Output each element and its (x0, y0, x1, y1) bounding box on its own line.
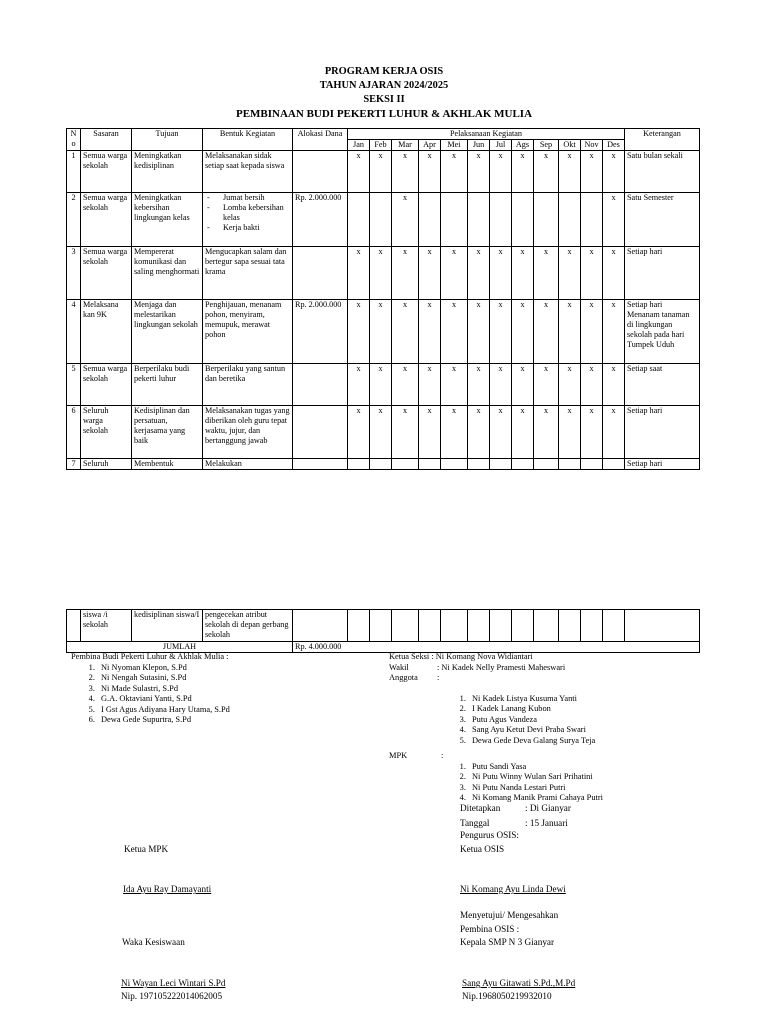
anggota-member: 2. I Kadek Lanang Kubon (468, 704, 719, 715)
kepsek-name: Sang Ayu Gitawati S.Pd.,M.Pd (462, 978, 576, 988)
wakil-label: Wakil (389, 662, 409, 672)
cell-month-mark: x (603, 300, 625, 364)
cell-month-mark: x (419, 151, 441, 193)
kepsek-nip: Nip.1968050219932010 (462, 991, 552, 1001)
cell-month-mark: x (534, 300, 559, 364)
cell-month-mark: x (468, 406, 490, 459)
pembina-section (71, 652, 371, 726)
cell-month-mark: x (468, 364, 490, 406)
cell-tujuan: Meningkatkan kedisiplinan (132, 151, 203, 193)
waka-nip: Nip. 197105222014062005 (121, 991, 223, 1001)
table-row (67, 300, 700, 364)
cell-tujuan: Membentuk (132, 459, 203, 470)
cell-month-mark: x (603, 151, 625, 193)
bentuk-list-item (205, 193, 290, 203)
cell-month-mark (512, 459, 534, 470)
ketua-osis-name: Ni Komang Ayu Linda Dewi (460, 884, 566, 894)
cell-keterangan: Satu bulan sekali (625, 151, 700, 193)
anggota-label: Anggota (389, 673, 418, 682)
cell-bentuk: Melaksanakan sidak setiap saat kepada siswa (203, 151, 293, 193)
jumlah-label: JUMLAH (67, 642, 293, 653)
cell-month-mark (534, 459, 559, 470)
cell-alokasi: Rp. 2.000.000 (293, 300, 348, 364)
anggota-member: 3. Putu Agus Vandeza (468, 715, 719, 726)
cell-month (512, 610, 534, 642)
table-row (67, 364, 700, 406)
cell-bentuk: Melakukan (203, 459, 293, 470)
table-row-continued (67, 610, 700, 642)
cell-no: 1 (67, 151, 81, 193)
cell-month-mark (468, 459, 490, 470)
pembina-heading: Pembina Budi Pekerti Luhur & Akhlak Mulia : (71, 652, 229, 661)
month-header-sep: Sep (534, 140, 559, 151)
cell-month (441, 610, 468, 642)
table-row (67, 151, 700, 193)
cell-month (392, 610, 419, 642)
waka-title: Waka Kesiswaan (122, 937, 185, 947)
cell-month-mark: x (392, 193, 419, 247)
cell-month-mark: x (392, 364, 419, 406)
cell-tujuan: kedisiplinan siswa/I (132, 610, 203, 642)
cell-month-mark: x (581, 406, 603, 459)
pembina-member: 2. Ni Nengah Sutasini, S.Pd (97, 673, 371, 684)
ketua-mpk-title: Ketua MPK (124, 844, 169, 854)
cell-month (490, 610, 512, 642)
table-row (67, 459, 700, 470)
cell-no: 3 (67, 247, 81, 300)
cell-month-mark: x (490, 300, 512, 364)
bullet-dash: - (207, 223, 210, 232)
pembina-member: 4. G.A. Oktaviani Yanti, S.Pd (97, 694, 371, 705)
cell-tujuan: Kedisiplinan dan persatuan, kerjasama yang baik (132, 406, 203, 459)
cell-alokasi (293, 364, 348, 406)
cell-month (419, 610, 441, 642)
cell-month-mark: x (370, 247, 392, 300)
cell-sasaran: Melaksana kan 9K (81, 300, 132, 364)
pembina-member: 1. Ni Nyoman Klepon, S.Pd (97, 663, 371, 674)
cell-tujuan: Berperilaku budi pekerti luhur (132, 364, 203, 406)
kepala-sekolah-title: Kepala SMP N 3 Gianyar (460, 937, 555, 947)
cell-month-mark: x (370, 406, 392, 459)
cell-month-mark: x (348, 406, 370, 459)
cell-month-mark: x (534, 406, 559, 459)
cell-month-mark: x (534, 247, 559, 300)
anggota-list (389, 694, 719, 747)
cell-month-mark (581, 193, 603, 247)
cell-month-mark: x (559, 300, 581, 364)
anggota-member: 1. Ni Kadek Listya Kusuma Yanti (468, 694, 719, 705)
menyetujui-label: Menyetujui/ Mengesahkan (460, 910, 559, 920)
cell-month-mark: x (581, 151, 603, 193)
month-header-nov: Nov (581, 140, 603, 151)
cell-month-mark: x (419, 364, 441, 406)
mpk-member: 2. Ni Putu Winny Wulan Sari Prihatini (468, 772, 719, 783)
seksi-section (389, 652, 719, 804)
cell-month-mark: x (468, 247, 490, 300)
anggota-member: 4. Sang Ayu Ketut Devi Praba Swari (468, 725, 719, 736)
cell-month-mark: x (490, 364, 512, 406)
cell-month-mark (534, 193, 559, 247)
cell-month-mark: x (581, 300, 603, 364)
cell-sasaran: Semua warga sekolah (81, 247, 132, 300)
cell-month-mark: x (419, 406, 441, 459)
cell-month-mark (581, 459, 603, 470)
bentuk-item-text: Kerja bakti (223, 223, 260, 232)
cell-month-mark (468, 193, 490, 247)
cell-month-mark: x (603, 247, 625, 300)
cell-no (67, 610, 81, 642)
jumlah-row (67, 642, 700, 653)
jumlah-value: Rp. 4.000.000 (293, 642, 700, 653)
month-header-des: Des (603, 140, 625, 151)
pembina-list (71, 663, 371, 726)
cell-tujuan: Mempererat komunikasi dan saling menghormati (132, 247, 203, 300)
cell-sasaran: siswa /i sekolah (81, 610, 132, 642)
cell-month-mark: x (441, 406, 468, 459)
table-row (67, 406, 700, 459)
cell-month (581, 610, 603, 642)
cell-month-mark: x (370, 364, 392, 406)
ketua-mpk-name: Ida Ayu Ray Damayanti (123, 884, 212, 894)
cell-alokasi (293, 406, 348, 459)
month-header-jun: Jun (468, 140, 490, 151)
cell-alokasi (293, 247, 348, 300)
cell-month-mark (370, 193, 392, 247)
cell-no: 7 (67, 459, 81, 470)
cell-bentuk (203, 193, 293, 247)
doc-title-line1: PROGRAM KERJA OSIS (324, 66, 444, 77)
tanggal-label: Tanggal (460, 818, 490, 828)
mpk-list (389, 762, 719, 804)
cell-no: 2 (67, 193, 81, 247)
cell-month-mark: x (603, 193, 625, 247)
program-table-body (67, 151, 700, 470)
cell-month-mark: x (603, 406, 625, 459)
cell-alokasi (293, 151, 348, 193)
bentuk-list-item (205, 203, 290, 223)
cell-month-mark (490, 193, 512, 247)
cell-tujuan: Menjaga dan melestarikan lingkungan sekolah (132, 300, 203, 364)
cell-month-mark: x (441, 364, 468, 406)
pengurus-osis: Pengurus OSIS: (460, 830, 519, 840)
bentuk-item-text: Jumat bersih (223, 193, 265, 202)
cell-month-mark: x (512, 247, 534, 300)
month-header-mar: Mar (392, 140, 419, 151)
cell-alokasi (293, 459, 348, 470)
cell-month-mark: x (348, 300, 370, 364)
cell-month-mark: x (581, 364, 603, 406)
pembina-member: 5. I Gst Agus Adiyana Hary Utama, S.Pd (97, 705, 371, 716)
cell-month-mark: x (392, 406, 419, 459)
cell-month-mark: x (534, 151, 559, 193)
bullet-dash: - (207, 193, 210, 202)
mpk-member: 4. Ni Komang Manik Prami Cahaya Putri (468, 793, 719, 804)
table-row (67, 247, 700, 300)
cell-month-mark (441, 459, 468, 470)
cell-month-mark: x (392, 300, 419, 364)
program-table (66, 128, 700, 470)
cell-month-mark: x (559, 247, 581, 300)
cell-bentuk: pengecekan atribut sekolah di depan gerbang sekolah (203, 610, 293, 642)
mpk-member: 1. Putu Sandi Yasa (468, 762, 719, 773)
tanggal-value: : 15 Januari (525, 818, 568, 828)
cell-month-mark: x (392, 247, 419, 300)
month-header-feb: Feb (370, 140, 392, 151)
wakil-value: : Ni Kadek Nelly Pramesti Maheswari (437, 662, 566, 672)
cell-bentuk: Penghijauan, menanam pohon, menyiram, memupuk, merawat pohon (203, 300, 293, 364)
cell-keterangan: Setiap hari (625, 247, 700, 300)
cell-month-mark (419, 193, 441, 247)
cell-month-mark (490, 459, 512, 470)
cell-month-mark (441, 193, 468, 247)
cell-month-mark: x (512, 300, 534, 364)
cell-month-mark (370, 459, 392, 470)
cell-month-mark (512, 193, 534, 247)
cell-month-mark (348, 193, 370, 247)
cell-month-mark: x (392, 151, 419, 193)
header-tujuan: Tujuan (132, 129, 203, 151)
program-table-continued (66, 609, 700, 653)
cell-month-mark: x (348, 247, 370, 300)
ditetapkan-label: Ditetapkan (460, 803, 501, 813)
cell-month-mark: x (419, 247, 441, 300)
cell-month (348, 610, 370, 642)
header-no: N o (67, 129, 81, 151)
cell-sasaran: Seluruh (81, 459, 132, 470)
table-row (67, 193, 700, 247)
cell-month-mark: x (534, 364, 559, 406)
bullet-dash: - (207, 203, 210, 212)
cell-month-mark: x (512, 406, 534, 459)
cell-month-mark (559, 459, 581, 470)
cell-bentuk: Berperilaku yang santun dan beretika (203, 364, 293, 406)
month-header-ags: Ags (512, 140, 534, 151)
ketua-osis-title: Ketua OSIS (460, 844, 505, 854)
header-bentuk: Bentuk Kegiatan (203, 129, 293, 151)
cell-no: 6 (67, 406, 81, 459)
bentuk-item-text: Lomba kebersihan kelas (223, 203, 284, 222)
cell-month-mark: x (370, 151, 392, 193)
pembina-member: 6. Dewa Gede Supurtra, S.Pd (97, 715, 371, 726)
cell-bentuk: Melaksanakan tugas yang diberikan oleh guru tepat waktu, jujur, dan bertanggung jawab (203, 406, 293, 459)
cell-month-mark: x (419, 300, 441, 364)
cell-month-mark: x (559, 406, 581, 459)
cell-month-mark: x (559, 364, 581, 406)
cell-alokasi (293, 610, 348, 642)
cell-month-mark: x (490, 151, 512, 193)
cell-month-mark: x (559, 151, 581, 193)
cell-month-mark: x (581, 247, 603, 300)
cell-month (559, 610, 581, 642)
bentuk-list-item (205, 223, 290, 233)
doc-title-line3: SEKSI II (363, 94, 405, 105)
cell-sasaran: Semua warga sekolah (81, 364, 132, 406)
cell-month-mark: x (370, 300, 392, 364)
cell-keterangan (625, 610, 700, 642)
cell-keterangan: Setiap hari (625, 459, 700, 470)
waka-name: Ni Wayan Leci Wintari S.Pd (121, 978, 226, 988)
header-sasaran: Sasaran (81, 129, 132, 151)
cell-month-mark: x (468, 151, 490, 193)
pembina-member: 3. Ni Made Sulastri, S.Pd (97, 684, 371, 695)
cell-no: 5 (67, 364, 81, 406)
cell-month-mark (559, 193, 581, 247)
cell-month-mark: x (441, 151, 468, 193)
cell-month-mark: x (348, 364, 370, 406)
month-header-apr: Apr (419, 140, 441, 151)
doc-title-line2: TAHUN AJARAN 2024/2025 (319, 80, 449, 91)
cell-month-mark: x (512, 151, 534, 193)
cell-sasaran: Semua warga sekolah (81, 151, 132, 193)
header-alokasi: Alokasi Dana (293, 129, 348, 151)
ditetapkan-value: : Di Gianyar (525, 803, 571, 813)
mpk-member: 3. Ni Putu Nanda Lestari Putri (468, 783, 719, 794)
cell-month-mark: x (348, 151, 370, 193)
cell-month (603, 610, 625, 642)
mpk-colon: : (441, 751, 444, 760)
cell-no: 4 (67, 300, 81, 364)
cell-month-mark (419, 459, 441, 470)
cell-month (534, 610, 559, 642)
cell-month (468, 610, 490, 642)
cell-month-mark (348, 459, 370, 470)
cell-keterangan: Setiap hari Menanam tanaman di lingkungan sekolah pada hari Tumpek Uduh (625, 300, 700, 364)
header-keterangan: Keterangan (625, 129, 700, 151)
cell-month-mark (392, 459, 419, 470)
cell-month-mark: x (468, 300, 490, 364)
header-pelaksanaan: Pelaksanaan Kegiatan (348, 129, 625, 140)
doc-title-line4: PEMBINAAN BUDI PEKERTI LUHUR & AKHLAK MULIA (235, 108, 533, 120)
pembina-osis-label: Pembina OSIS : (460, 924, 520, 934)
cell-alokasi: Rp. 2.000.000 (293, 193, 348, 247)
cell-sasaran: Seluruh warga sekolah (81, 406, 132, 459)
anggota-colon: : (437, 673, 440, 682)
cell-month-mark: x (490, 247, 512, 300)
mpk-label: MPK (389, 751, 408, 760)
anggota-member: 5. Dewa Gede Deva Galang Surya Teja (468, 736, 719, 747)
cell-month-mark: x (512, 364, 534, 406)
ketua-seksi: Ketua Seksi : Ni Komang Nova Widiantari (389, 652, 533, 661)
month-header-okt: Okt (559, 140, 581, 151)
cell-keterangan: Satu Semester (625, 193, 700, 247)
cell-bentuk: Mengucapkan salam dan bertegur sapa sesuai tata krama (203, 247, 293, 300)
cell-month-mark: x (490, 406, 512, 459)
cell-sasaran: Semua warga sekolah (81, 193, 132, 247)
month-header-mei: Mei (441, 140, 468, 151)
month-header-jan: Jan (348, 140, 370, 151)
cell-month (370, 610, 392, 642)
cell-keterangan: Setiap saat (625, 364, 700, 406)
cell-month-mark (603, 459, 625, 470)
cell-keterangan: Setiap hari (625, 406, 700, 459)
cell-tujuan: Meningkatkan kebersihan lingkungan kelas (132, 193, 203, 247)
month-header-jul: Jul (490, 140, 512, 151)
cell-month-mark: x (441, 247, 468, 300)
cell-month-mark: x (441, 300, 468, 364)
cell-month-mark: x (603, 364, 625, 406)
